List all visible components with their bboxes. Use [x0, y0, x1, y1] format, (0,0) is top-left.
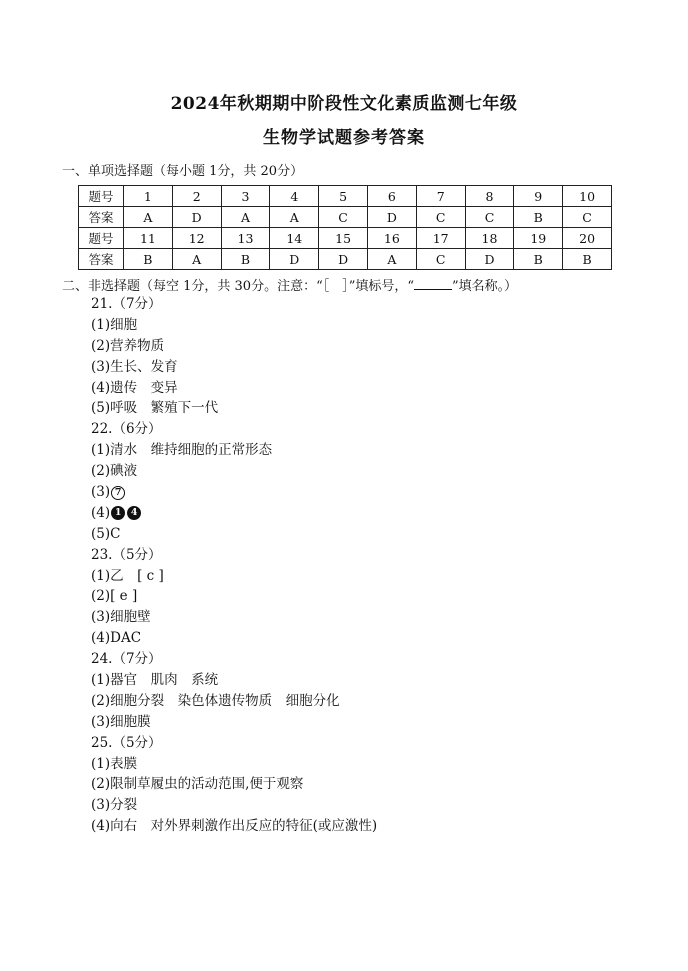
- table-cell: 1: [124, 186, 173, 207]
- table-cell: C: [416, 207, 465, 228]
- table-cell: C: [465, 207, 514, 228]
- table-cell: A: [270, 207, 319, 228]
- question-23-heading: 23.（5分）: [91, 546, 162, 563]
- answer-prefix: (3): [91, 484, 111, 501]
- table-cell: 2: [172, 186, 221, 207]
- table-cell: B: [563, 249, 612, 270]
- row-label: 题号: [79, 186, 124, 207]
- table-cell: C: [319, 207, 368, 228]
- table-cell: B: [514, 207, 563, 228]
- table-cell: 4: [270, 186, 319, 207]
- answer-line: (5)C: [91, 525, 121, 542]
- answer-line: (1)乙 [ c ]: [91, 567, 164, 584]
- table-cell: 5: [319, 186, 368, 207]
- answer-line: (3)分裂: [91, 797, 138, 814]
- table-cell: 14: [270, 228, 319, 249]
- answer-line: (2)碘液: [91, 463, 138, 480]
- table-cell: D: [172, 207, 221, 228]
- answer-line: (3)细胞壁: [91, 609, 151, 626]
- answer-line: (3)细胞膜: [91, 713, 151, 730]
- table-cell: 16: [367, 228, 416, 249]
- table-row: [79, 186, 612, 207]
- answer-line: (1)细胞: [91, 316, 138, 333]
- table-cell: A: [124, 207, 173, 228]
- table-cell: 18: [465, 228, 514, 249]
- answer-line: [91, 482, 377, 503]
- document-title: 2024年秋期期中阶段性文化素质监测七年级: [170, 94, 518, 114]
- section-2-heading: [62, 275, 517, 294]
- table-cell: 3: [221, 186, 270, 207]
- answer-line: (4)遗传 变异: [91, 379, 178, 396]
- table-cell: 11: [124, 228, 173, 249]
- answer-table: [78, 185, 612, 270]
- circled-number-icon: 1: [111, 506, 125, 520]
- table-cell: 17: [416, 228, 465, 249]
- table-cell: B: [514, 249, 563, 270]
- row-label: 答案: [79, 207, 124, 228]
- answer-line: (1)表膜: [91, 755, 138, 772]
- question-24-heading: 24.（7分）: [91, 651, 162, 668]
- table-cell: D: [270, 249, 319, 270]
- answer-line: (1)清水 维持细胞的正常形态: [91, 442, 273, 459]
- table-cell: B: [124, 249, 173, 270]
- table-cell: 7: [416, 186, 465, 207]
- document-subtitle: 生物学试题参考答案: [263, 128, 425, 148]
- table-cell: C: [416, 249, 465, 270]
- answer-line: (4)向右 对外界刺激作出反应的特征(或应激性): [91, 818, 378, 835]
- table-cell: D: [465, 249, 514, 270]
- table-cell: A: [172, 249, 221, 270]
- fill-blank-line: [414, 279, 452, 290]
- section-2-prefix: 二、非选择题（每空 1分，共 30分。注意：“［ ］”填标号，“: [62, 279, 415, 294]
- answer-line: (4)DAC: [91, 630, 142, 647]
- answer-line: (2)限制草履虫的活动范围,便于观察: [91, 776, 304, 793]
- answer-line: (3)生长、发育: [91, 358, 178, 375]
- table-cell: 8: [465, 186, 514, 207]
- table-cell: 6: [367, 186, 416, 207]
- table-row: [79, 249, 612, 270]
- answers-body: [91, 294, 377, 837]
- question-25-heading: 25.（5分）: [91, 734, 162, 751]
- section-1-heading: 一、单项选择题（每小题 1分，共 20分）: [62, 164, 304, 179]
- question-22-heading: 22.（6分）: [91, 421, 162, 438]
- section-2-suffix: ”填名称。）: [452, 279, 518, 294]
- table-cell: 10: [563, 186, 612, 207]
- row-label: 题号: [79, 228, 124, 249]
- table-cell: 9: [514, 186, 563, 207]
- answer-prefix: (4): [91, 504, 111, 521]
- table-cell: D: [367, 207, 416, 228]
- answer-line: (2)细胞分裂 染色体遗传物质 细胞分化: [91, 692, 340, 709]
- table-cell: A: [367, 249, 416, 270]
- circled-number-icon: 7: [111, 486, 125, 500]
- table-cell: 12: [172, 228, 221, 249]
- answer-line: (2)营养物质: [91, 337, 165, 354]
- table-cell: 19: [514, 228, 563, 249]
- answer-line: (5)呼吸 繁殖下一代: [91, 400, 219, 417]
- table-cell: 20: [563, 228, 612, 249]
- table-row: [79, 207, 612, 228]
- table-cell: D: [319, 249, 368, 270]
- row-label: 答案: [79, 249, 124, 270]
- table-cell: A: [221, 207, 270, 228]
- answer-line: (1)器官 肌肉 系统: [91, 672, 219, 689]
- table-cell: 15: [319, 228, 368, 249]
- answer-line: (2)[ e ]: [91, 588, 138, 605]
- circled-number-icon: 4: [127, 506, 141, 520]
- answer-line: [91, 503, 377, 524]
- table-cell: B: [221, 249, 270, 270]
- table-cell: 13: [221, 228, 270, 249]
- question-21-heading: 21.（7分）: [91, 296, 162, 312]
- table-cell: C: [563, 207, 612, 228]
- table-row: [79, 228, 612, 249]
